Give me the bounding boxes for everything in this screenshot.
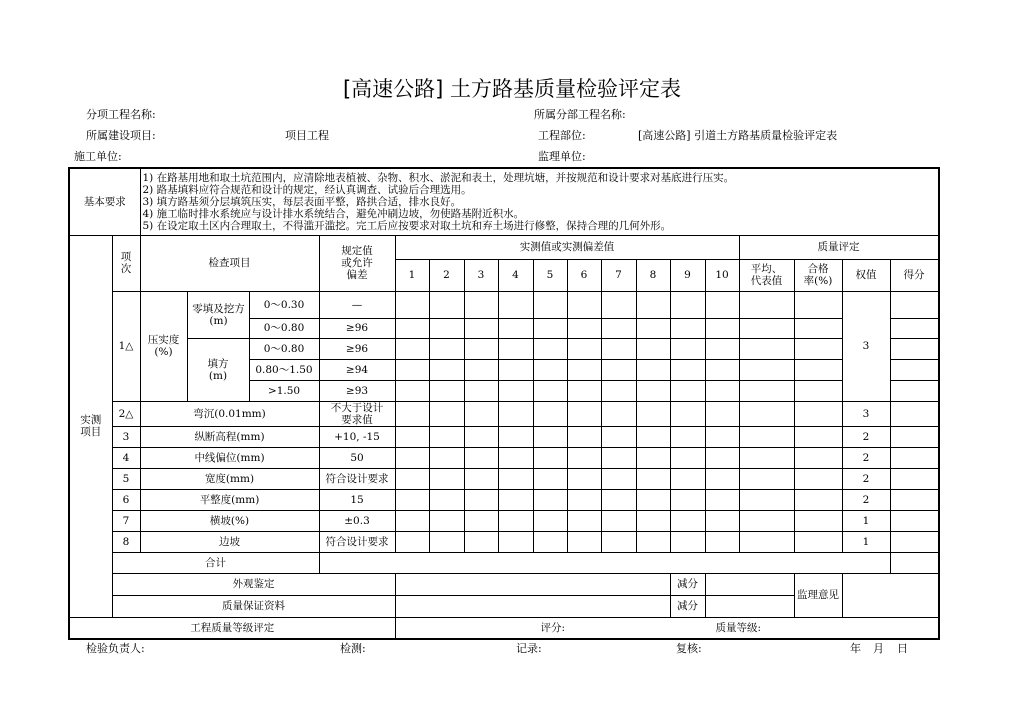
measure-cell[interactable] [429, 510, 464, 531]
measure-cell[interactable] [601, 291, 636, 318]
measure-cell[interactable] [705, 531, 739, 552]
measure-cell[interactable] [533, 359, 567, 380]
spec-value: +10, -15 [319, 426, 395, 447]
average-cell[interactable] [739, 380, 794, 401]
item-no: 5 [112, 468, 140, 489]
grade-label: 工程质量等级评定 [69, 617, 395, 639]
average-cell[interactable] [739, 447, 794, 468]
measure-cell[interactable] [429, 489, 464, 510]
measure-cell[interactable] [533, 531, 567, 552]
measure-cell[interactable] [498, 338, 533, 359]
item-no: 7 [112, 510, 140, 531]
average-cell[interactable] [739, 531, 794, 552]
measure-cell[interactable] [395, 426, 429, 447]
measure-cell[interactable] [567, 380, 601, 401]
measure-cell[interactable] [533, 468, 567, 489]
measure-cell[interactable] [636, 338, 670, 359]
weight-value: 2 [842, 489, 890, 510]
measure-cell[interactable] [498, 489, 533, 510]
measure-cell[interactable] [670, 380, 705, 401]
pass-rate-cell[interactable] [794, 338, 842, 359]
supervisor-opinion-cell[interactable] [842, 573, 939, 617]
measure-cell[interactable] [636, 531, 670, 552]
average-cell[interactable] [739, 338, 794, 359]
measure-cell[interactable] [498, 291, 533, 318]
score-cell[interactable] [890, 510, 938, 531]
spec-value: 15 [319, 489, 395, 510]
spec-value: ≥96 [319, 338, 395, 359]
measure-cell[interactable] [670, 401, 705, 426]
measure-cell[interactable] [670, 426, 705, 447]
measure-cell[interactable] [670, 318, 705, 338]
compaction-item-no: 1△ [112, 291, 140, 401]
pass-rate-cell[interactable] [794, 531, 842, 552]
pass-rate-cell[interactable] [794, 401, 842, 426]
measure-cell[interactable] [533, 291, 567, 318]
measure-cell[interactable] [705, 338, 739, 359]
measure-cell[interactable] [464, 489, 498, 510]
score-cell[interactable] [890, 359, 938, 380]
point-number: 7 [601, 259, 636, 291]
total-cell[interactable] [319, 552, 890, 573]
score-cell[interactable] [890, 338, 938, 359]
measure-cell[interactable] [636, 447, 670, 468]
score-label: 评分: [540, 621, 566, 634]
measure-cell[interactable] [429, 531, 464, 552]
appearance-label: 外观鉴定 [112, 573, 395, 595]
average-cell[interactable] [739, 401, 794, 426]
spec-header: 规定值或允许偏差 [319, 235, 395, 291]
day-label: 日 [897, 642, 908, 655]
quality-docs-label: 质量保证资料 [112, 595, 395, 617]
average-cell[interactable] [739, 318, 794, 338]
average-cell[interactable] [739, 291, 794, 318]
measure-cell[interactable] [429, 318, 464, 338]
measure-cell[interactable] [464, 401, 498, 426]
measure-cell[interactable] [464, 338, 498, 359]
year-label: 年 [850, 642, 861, 655]
inspection-table [68, 167, 940, 640]
spec-value: 符合设计要求 [319, 468, 395, 489]
point-number: 1 [395, 259, 429, 291]
score-cell[interactable] [890, 447, 938, 468]
item-name: 弯沉(0.01mm) [140, 401, 319, 426]
measure-cell[interactable] [705, 447, 739, 468]
pass-rate-cell[interactable] [794, 447, 842, 468]
weight-header: 权值 [842, 259, 890, 291]
requirement-line: 3) 填方路基须分层填筑压实，每层表面平整，路拱合适，排水良好。 [142, 196, 462, 208]
pass-rate-cell[interactable] [794, 318, 842, 338]
average-cell[interactable] [739, 510, 794, 531]
requirement-line: 2) 路基填料应符合规范和设计的规定，经认真调查、试验后合理选用。 [142, 184, 472, 196]
measure-cell[interactable] [670, 489, 705, 510]
total-label: 合计 [112, 552, 319, 573]
measure-cell[interactable] [464, 318, 498, 338]
average-header: 平均、代表值 [739, 259, 794, 291]
measure-cell[interactable] [429, 401, 464, 426]
score-cell[interactable] [890, 401, 938, 426]
measure-cell[interactable] [498, 531, 533, 552]
measure-cell[interactable] [533, 489, 567, 510]
measure-cell[interactable] [705, 510, 739, 531]
construction-project-value: 项目工程 [285, 129, 329, 142]
measure-cell[interactable] [395, 380, 429, 401]
deduct-label: 减分 [670, 595, 705, 617]
measure-cell[interactable] [601, 531, 636, 552]
measured-items-label: 实测项目 [69, 235, 112, 617]
average-cell[interactable] [739, 359, 794, 380]
compaction-label: 压实度(%) [140, 291, 187, 401]
deduct-cell[interactable] [705, 595, 794, 617]
measure-cell[interactable] [670, 531, 705, 552]
measure-cell[interactable] [429, 447, 464, 468]
spec-value: — [319, 291, 395, 318]
measure-cell[interactable] [533, 380, 567, 401]
weight-value: 2 [842, 447, 890, 468]
measure-cell[interactable] [601, 426, 636, 447]
item-no: 4 [112, 447, 140, 468]
measure-cell[interactable] [670, 338, 705, 359]
requirement-line: 5) 在设定取土区内合理取土，不得滥开滥挖。完工后应按要求对取土坑和弃土场进行修整，保持合理的几何外形。 [142, 220, 672, 232]
measure-cell[interactable] [567, 468, 601, 489]
depth-range: 0～0.80 [249, 338, 319, 359]
measure-cell[interactable] [533, 338, 567, 359]
measure-cell[interactable] [705, 401, 739, 426]
measure-cell[interactable] [395, 489, 429, 510]
measure-cell[interactable] [601, 447, 636, 468]
pass-rate-cell[interactable] [794, 291, 842, 318]
measure-cell[interactable] [429, 468, 464, 489]
measure-cell[interactable] [498, 468, 533, 489]
measure-cell[interactable] [533, 447, 567, 468]
measure-cell[interactable] [705, 426, 739, 447]
measure-cell[interactable] [601, 489, 636, 510]
item-no: 6 [112, 489, 140, 510]
grade-cell[interactable] [395, 617, 938, 639]
measure-cell[interactable] [636, 510, 670, 531]
measure-cell[interactable] [498, 426, 533, 447]
score-cell[interactable] [890, 291, 938, 318]
item-name: 横坡(%) [140, 510, 319, 531]
month-label: 月 [873, 642, 884, 655]
measure-cell[interactable] [464, 468, 498, 489]
measured-values-header: 实测值或实测偏差值 [395, 235, 739, 259]
measure-cell[interactable] [601, 359, 636, 380]
spec-value: ≥94 [319, 359, 395, 380]
measure-cell[interactable] [429, 426, 464, 447]
item-name: 中线偏位(mm) [140, 447, 319, 468]
measure-cell[interactable] [567, 447, 601, 468]
measure-cell[interactable] [670, 447, 705, 468]
measure-cell[interactable] [636, 426, 670, 447]
measure-cell[interactable] [705, 468, 739, 489]
quality-eval-header: 质量评定 [739, 235, 938, 259]
measure-cell[interactable] [498, 318, 533, 338]
average-cell[interactable] [739, 468, 794, 489]
measure-cell[interactable] [567, 426, 601, 447]
measure-cell[interactable] [670, 291, 705, 318]
depth-range: 0.80～1.50 [249, 359, 319, 380]
measure-cell[interactable] [636, 468, 670, 489]
spec-value: 50 [319, 447, 395, 468]
supervisor-label: 监理单位: [538, 150, 586, 163]
measure-cell[interactable] [601, 468, 636, 489]
appearance-cell[interactable] [395, 573, 670, 595]
measure-cell[interactable] [601, 401, 636, 426]
measure-cell[interactable] [601, 338, 636, 359]
measure-cell[interactable] [395, 468, 429, 489]
page-title: [高速公路] 土方路基质量检验评定表 [342, 77, 682, 101]
point-number: 3 [464, 259, 498, 291]
average-cell[interactable] [739, 426, 794, 447]
zero-fill-label: 零填及挖方(m) [187, 291, 249, 338]
measure-cell[interactable] [464, 447, 498, 468]
check-item-header: 检查项目 [140, 235, 319, 291]
measure-cell[interactable] [395, 318, 429, 338]
deduct-cell[interactable] [705, 573, 794, 595]
measure-cell[interactable] [464, 380, 498, 401]
score-cell[interactable] [890, 318, 938, 338]
measure-cell[interactable] [533, 426, 567, 447]
measure-cell[interactable] [533, 510, 567, 531]
measure-cell[interactable] [567, 359, 601, 380]
measure-cell[interactable] [601, 318, 636, 338]
weight-value: 2 [842, 426, 890, 447]
measure-cell[interactable] [601, 510, 636, 531]
item-name: 宽度(mm) [140, 468, 319, 489]
measure-cell[interactable] [395, 359, 429, 380]
deduct-label: 减分 [670, 573, 705, 595]
spec-value: ≥93 [319, 380, 395, 401]
recorder-label: 记录: [516, 642, 542, 655]
measure-cell[interactable] [670, 359, 705, 380]
item-name: 纵断高程(mm) [140, 426, 319, 447]
item-no: 8 [112, 531, 140, 552]
quality-grade-label: 质量等级: [715, 621, 762, 634]
measure-cell[interactable] [395, 401, 429, 426]
measure-cell[interactable] [498, 380, 533, 401]
pass-rate-cell[interactable] [794, 359, 842, 380]
measure-cell[interactable] [567, 489, 601, 510]
inspector-label: 检验负责人: [86, 642, 145, 655]
measure-cell[interactable] [429, 359, 464, 380]
measure-cell[interactable] [636, 318, 670, 338]
measure-cell[interactable] [705, 489, 739, 510]
measure-cell[interactable] [464, 359, 498, 380]
depth-range: 0～0.80 [249, 318, 319, 338]
measure-cell[interactable] [429, 380, 464, 401]
location-label: 工程部位: [538, 129, 586, 142]
measure-cell[interactable] [429, 291, 464, 318]
point-number: 9 [670, 259, 705, 291]
measure-cell[interactable] [395, 338, 429, 359]
score-cell[interactable] [890, 426, 938, 447]
measure-cell[interactable] [636, 380, 670, 401]
pass-rate-cell[interactable] [794, 380, 842, 401]
reviewer-label: 复核: [676, 642, 702, 655]
measure-cell[interactable] [601, 380, 636, 401]
weight-value: 1 [842, 510, 890, 531]
measure-cell[interactable] [533, 401, 567, 426]
measure-cell[interactable] [567, 401, 601, 426]
measure-cell[interactable] [636, 489, 670, 510]
measure-cell[interactable] [670, 510, 705, 531]
measure-cell[interactable] [636, 359, 670, 380]
weight-value: 2 [842, 468, 890, 489]
measure-cell[interactable] [498, 510, 533, 531]
point-number: 2 [429, 259, 464, 291]
measure-cell[interactable] [567, 318, 601, 338]
pass-rate-cell[interactable] [794, 426, 842, 447]
score-cell[interactable] [890, 489, 938, 510]
basic-requirements-label: 基本要求 [69, 168, 140, 235]
spec-value: ≥96 [319, 318, 395, 338]
item-no-header: 项次 [112, 235, 140, 291]
point-number: 5 [533, 259, 567, 291]
weight-value: 1 [842, 531, 890, 552]
measure-cell[interactable] [567, 531, 601, 552]
weight-value: 3 [842, 291, 890, 401]
location-value: [高速公路] 引道土方路基质量检验评定表 [638, 129, 838, 142]
measure-cell[interactable] [395, 510, 429, 531]
score-header: 得分 [890, 259, 938, 291]
pass-rate-cell[interactable] [794, 510, 842, 531]
point-number: 6 [567, 259, 601, 291]
measure-cell[interactable] [464, 291, 498, 318]
measure-cell[interactable] [464, 531, 498, 552]
tester-label: 检测: [340, 642, 366, 655]
spec-value: ±0.3 [319, 510, 395, 531]
measure-cell[interactable] [636, 291, 670, 318]
pass-rate-cell[interactable] [794, 489, 842, 510]
measure-cell[interactable] [705, 318, 739, 338]
pass-rate-cell[interactable] [794, 468, 842, 489]
measure-cell[interactable] [395, 291, 429, 318]
item-no: 3 [112, 426, 140, 447]
score-cell[interactable] [890, 468, 938, 489]
spec-value: 符合设计要求 [319, 531, 395, 552]
basic-requirements-text [140, 168, 938, 235]
pass-rate-header: 合格率(%) [794, 259, 842, 291]
item-no: 2△ [112, 401, 140, 426]
sub-project-label: 分项工程名称: [86, 108, 156, 121]
measure-cell[interactable] [636, 401, 670, 426]
measure-cell[interactable] [567, 291, 601, 318]
fill-label: 填方(m) [187, 338, 249, 401]
measure-cell[interactable] [498, 401, 533, 426]
weight-value: 3 [842, 401, 890, 426]
supervisor-opinion-label: 监理意见 [794, 573, 842, 617]
measure-cell[interactable] [567, 510, 601, 531]
depth-range: >1.50 [249, 380, 319, 401]
measure-cell[interactable] [705, 291, 739, 318]
measure-cell[interactable] [498, 447, 533, 468]
measure-cell[interactable] [395, 531, 429, 552]
average-cell[interactable] [739, 489, 794, 510]
score-cell[interactable] [890, 380, 938, 401]
point-number: 4 [498, 259, 533, 291]
measure-cell[interactable] [395, 447, 429, 468]
item-name: 平整度(mm) [140, 489, 319, 510]
spec-value: 不大于设计要求值 [319, 401, 395, 426]
measure-cell[interactable] [705, 380, 739, 401]
requirement-line: 4) 施工临时排水系统应与设计排水系统结合，避免冲刷边坡，勿使路基附近积水。 [142, 208, 525, 220]
construction-project-label: 所属建设项目: [86, 129, 156, 142]
score-cell[interactable] [890, 531, 938, 552]
measure-cell[interactable] [464, 426, 498, 447]
point-number: 10 [705, 259, 739, 291]
measure-cell[interactable] [498, 359, 533, 380]
parent-project-label: 所属分部工程名称: [534, 108, 626, 121]
measure-cell[interactable] [670, 468, 705, 489]
measure-cell[interactable] [705, 359, 739, 380]
requirement-line: 1) 在路基用地和取土坑范围内，应清除地表植被、杂物、积水、淤泥和表土，处理坑塘，并按规范和设计要求对基底进行压实。 [142, 172, 735, 184]
item-name: 边坡 [140, 531, 319, 552]
measure-cell[interactable] [567, 338, 601, 359]
depth-range: 0～0.30 [249, 291, 319, 318]
measure-cell[interactable] [464, 510, 498, 531]
measure-cell[interactable] [533, 318, 567, 338]
measure-cell[interactable] [429, 338, 464, 359]
quality-docs-cell[interactable] [395, 595, 670, 617]
contractor-label: 施工单位: [74, 150, 122, 163]
point-number: 8 [636, 259, 670, 291]
